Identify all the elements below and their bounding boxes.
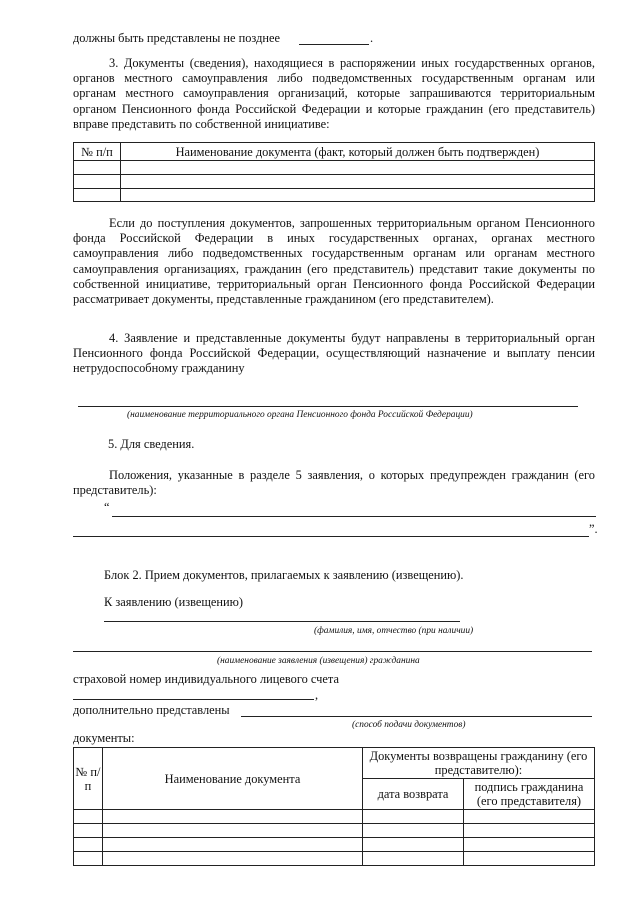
section3-text: 3. Документы (сведения), находящиеся в распоряжении иных государственных органов, органов местного самоуправления либо подведомственных государственным органам или органам местного самоуправления организаций, которые запрашиваются территориальным органом Пенсионного фонда Российской Федерации и которые гражданин (его представитель) вправе представить по собственной инициативе: — [73, 56, 595, 131]
dt-header-signature: подпись гражданина (его представителя) — [464, 779, 595, 810]
dt-header-name: Наименование документа — [103, 748, 363, 810]
snils-label: страховой номер индивидуального лицевого счета — [73, 672, 339, 686]
method-blank — [241, 716, 592, 717]
table-row — [74, 161, 595, 175]
block2-title: Блок 2. Прием документов, прилагаемых к заявлению (извещению). — [104, 568, 464, 582]
table-row — [74, 838, 595, 852]
table-row — [74, 189, 595, 202]
table-row — [74, 810, 595, 824]
snils-comma: , — [315, 688, 319, 702]
deadline-period: . — [370, 31, 374, 45]
caption-application: (наименование заявления (извещения) гражданина — [217, 656, 420, 666]
section5-title: 5. Для сведения. — [108, 437, 195, 451]
deadline-text: должны быть представлены не позднее — [73, 31, 281, 45]
table-row — [74, 175, 595, 189]
dt-header-returned: Документы возвращены гражданину (его представителю): — [363, 748, 595, 779]
to-application: К заявлению (извещению) — [104, 595, 244, 609]
section4-caption: (наименование территориального органа Пенсионного фонда Российской Федерации) — [127, 410, 473, 420]
section4-text: 4. Заявление и представленные документы будут направлены в территориальный орган Пенсионного фонда Российской Федерации, осуществляющий назначение и выплату пенсии нетрудоспособному гражданину — [73, 331, 595, 376]
table-row — [74, 824, 595, 838]
dt-header-num: № п/п — [74, 748, 103, 810]
table-row — [74, 852, 595, 866]
s3-header-name: Наименование документа (факт, который должен быть подтвержден) — [121, 143, 595, 161]
section3-table — [73, 142, 595, 202]
application-blank — [73, 651, 592, 652]
open-quote: “ — [104, 500, 110, 514]
section5-text: Положения, указанные в разделе 5 заявления, о которых предупрежден гражданин (его представитель): — [73, 468, 595, 498]
caption-fio: (фамилия, имя, отчество (при наличии) — [314, 626, 474, 636]
deadline-blank — [299, 44, 369, 45]
documents-table — [73, 747, 595, 866]
section5-blank-2 — [73, 536, 589, 537]
section4-blank — [78, 406, 578, 407]
fio-blank — [104, 621, 460, 622]
paragraph-if: Если до поступления документов, запрошенных территориальным органом Пенсионного фонда Российской Федерации в иных государственных органах, органах местного самоуправления либо подведомственных государственным органам или органам местного самоуправления организациях, гражданин (его представитель) представит такие документы по собственной инициативе, территориальный орган Пенсионного фонда Российской Федерации рассматривает документы, представленные гражданином (его представителем). — [73, 216, 595, 307]
documents-label: документы: — [73, 731, 135, 745]
s3-header-num: № п/п — [74, 143, 121, 161]
dt-header-date: дата возврата — [363, 779, 464, 810]
additional-label: дополнительно представлены — [73, 703, 230, 717]
snils-blank — [73, 699, 314, 700]
close-quote: ”. — [589, 522, 598, 536]
section5-blank-1 — [112, 516, 596, 517]
caption-method: (способ подачи документов) — [352, 720, 466, 730]
